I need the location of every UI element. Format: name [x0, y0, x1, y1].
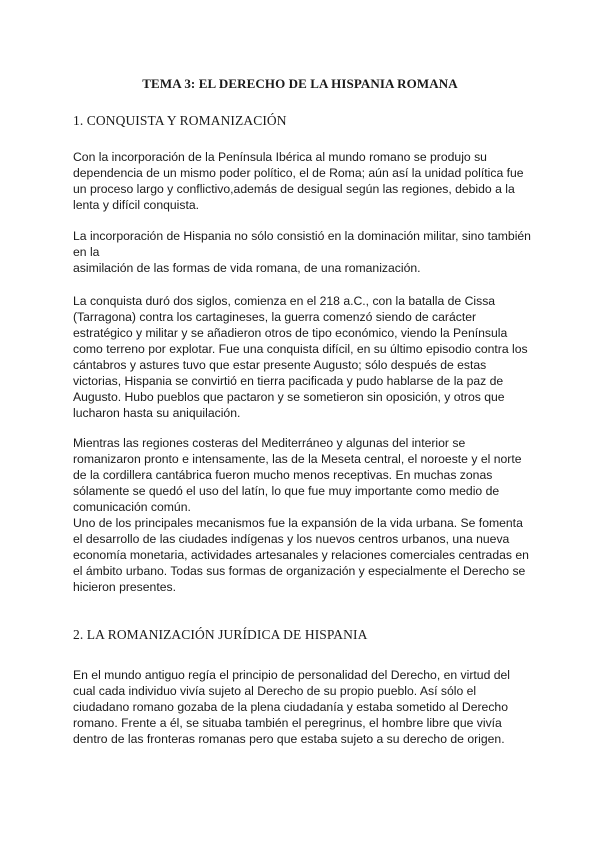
- text-line: La incorporación de Hispania no sólo consistió en la dominación militar, sino también: [73, 229, 531, 243]
- text-line: cual cada individuo vivía sujeto al Derecho de su propio pueblo. Así sólo el: [73, 684, 477, 698]
- text-line: dependencia de un mismo poder político, el de Roma; aún así la unidad política fue: [73, 166, 524, 180]
- text-line: el desarrollo de las ciudades indígenas y los nuevos centros urbanos, una nueva: [73, 532, 510, 546]
- paragraph-1: [73, 149, 543, 213]
- text-line: (Tarragona) contra los cartagineses, la guerra comenzó siendo de carácter: [73, 310, 477, 324]
- text-line: estratégico y militar y se añadieron otros de tipo económico, viendo la Península: [73, 326, 508, 340]
- text-line: Augusto. Hubo pueblos que pactaron y se sometieron sin oposición, y otros que: [73, 390, 505, 404]
- text-line: dentro de las fronteras romanas pero que estaba sujeto a su derecho de origen.: [73, 732, 505, 746]
- paragraph-5: [73, 667, 543, 747]
- text-line: Con la incorporación de la Península Ibérica al mundo romano se produjo su: [73, 150, 487, 164]
- text-line: lenta y difícil conquista.: [73, 198, 200, 212]
- text-line: romano. Frente a él, se situaba también el peregrinus, el hombre libre que vivía: [73, 716, 502, 730]
- text-line: de la cordillera cantábrica fueron mucho menos receptivas. En muchas zonas: [73, 468, 493, 482]
- text-line: Uno de los principales mecanismos fue la expansión de la vida urbana. Se fomenta: [73, 516, 523, 530]
- text-line: Mientras las regiones costeras del Mediterráneo y algunas del interior se: [73, 436, 466, 450]
- section-heading-romanizacion-juridica: 2. LA ROMANIZACIÓN JURÍDICA DE HISPANIA: [73, 627, 368, 642]
- text-line: como terreno por explotar. Fue una conquista difícil, en su último episodio contra los: [73, 342, 528, 356]
- section-heading-conquista: 1. CONQUISTA Y ROMANIZACIÓN: [73, 113, 287, 128]
- text-line: economía monetaria, actividades artesanales y relaciones comerciales centradas en: [73, 548, 529, 562]
- text-line: asimilación de las formas de vida romana, de una romanización.: [73, 261, 421, 275]
- paragraph-2: [73, 228, 543, 276]
- paragraph-4: [73, 435, 543, 595]
- text-line: hicieron presentes.: [73, 580, 176, 594]
- text-line: victorias, Hispania se convirtió en tierra pacificada y pudo hablarse de la paz de: [73, 374, 504, 388]
- text-line: comunicación común.: [73, 500, 191, 514]
- text-line: romanizaron pronto e intensamente, las de la Meseta central, el noroeste y el norte: [73, 452, 522, 466]
- text-line: En el mundo antiguo regía el principio de personalidad del Derecho, en virtud del: [73, 668, 511, 682]
- text-line: lucharon hasta su aniquilación.: [73, 406, 241, 420]
- text-line: en la: [73, 245, 100, 259]
- text-line: cántabros y astures tuvo que estar presente Augusto; sólo después de estas: [73, 358, 487, 372]
- text-line: La conquista duró dos siglos, comienza en el 218 a.C., con la batalla de Cissa: [73, 294, 496, 308]
- text-line: sólamente se quedó el uso del latín, lo que fue muy importante como medio de: [73, 484, 500, 498]
- text-line: ciudadano romano gozaba de la plena ciudadanía y estaba sometido al Derecho: [73, 700, 508, 714]
- paragraph-3: [73, 293, 543, 421]
- text-line: el ámbito urbano. Todas sus formas de organización y especialmente el Derecho se: [73, 564, 526, 578]
- text-line: un proceso largo y conflictivo,además de desigual según las regiones, debido a la: [73, 182, 515, 196]
- page-title: TEMA 3: EL DERECHO DE LA HISPANIA ROMANA: [142, 76, 458, 91]
